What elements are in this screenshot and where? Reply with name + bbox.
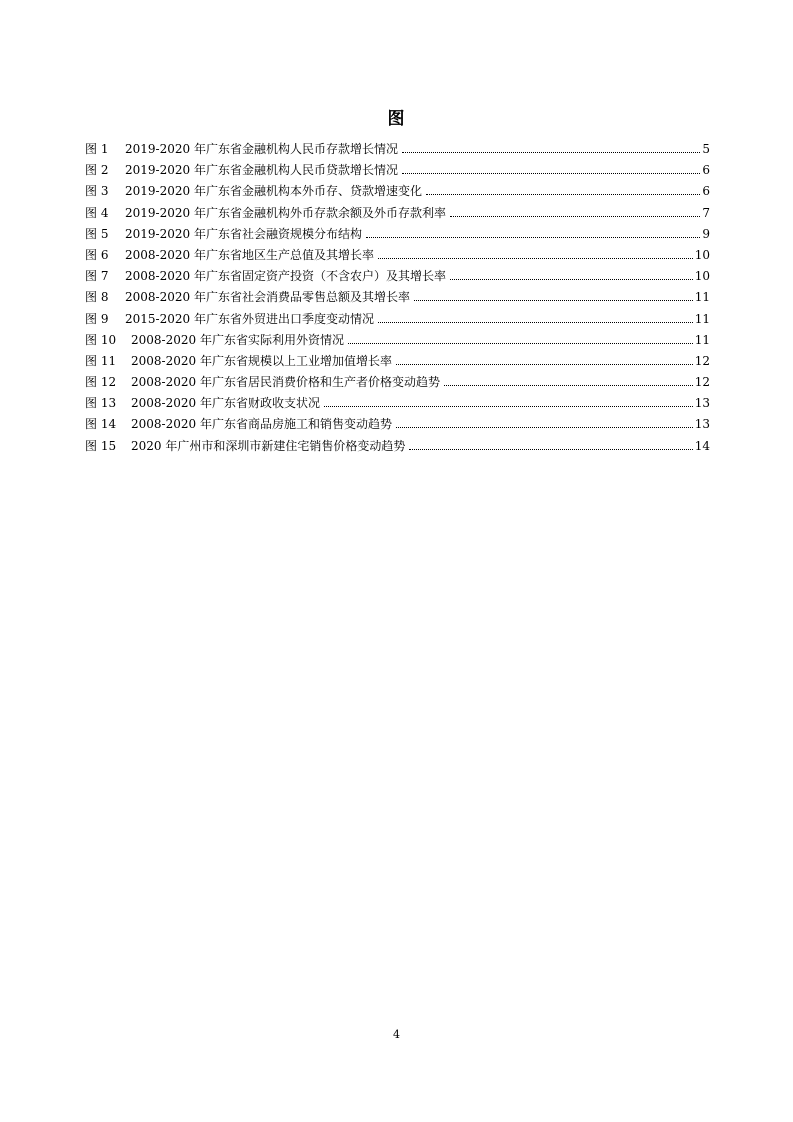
dot-leader (402, 173, 700, 174)
figure-caption: 2008-2020 年广东省地区生产总值及其增长率 (125, 247, 374, 262)
figure-label: 图 12 (85, 375, 117, 390)
dot-leader (450, 216, 700, 217)
toc-entry[interactable] (85, 182, 710, 203)
figure-page-number: 6 (702, 184, 710, 199)
figure-caption: 2019-2020 年广东省金融机构本外币存、贷款增速变化 (125, 184, 422, 199)
toc-entry[interactable] (85, 267, 710, 288)
figure-caption: 2008-2020 年广东省商品房施工和销售变动趋势 (131, 417, 392, 432)
figure-page-number: 13 (694, 417, 710, 432)
figure-caption: 2019-2020 年广东省社会融资规模分布结构 (125, 226, 362, 241)
figure-label: 图 3 (85, 184, 109, 199)
dot-leader (414, 300, 693, 301)
figure-label: 图 11 (85, 353, 117, 368)
toc-entry[interactable] (85, 161, 710, 182)
dot-leader (366, 237, 700, 238)
figure-page-number: 6 (702, 163, 710, 178)
dot-leader (444, 385, 693, 386)
figure-caption: 2008-2020 年广东省居民消费价格和生产者价格变动趋势 (131, 375, 440, 390)
toc-entry[interactable] (85, 140, 710, 161)
figure-caption: 2008-2020 年广东省实际利用外资情况 (131, 332, 344, 347)
toc-entry[interactable] (85, 394, 710, 415)
dot-leader (378, 258, 693, 259)
dot-leader (378, 322, 693, 323)
figure-label: 图 6 (85, 247, 109, 262)
figure-caption: 2019-2020 年广东省金融机构人民币贷款增长情况 (125, 163, 398, 178)
figure-label: 图 4 (85, 205, 109, 220)
toc-entry[interactable] (85, 204, 710, 225)
figure-label: 图 13 (85, 396, 117, 411)
figure-list (85, 140, 710, 458)
figure-page-number: 10 (694, 269, 710, 284)
toc-title: 图 (387, 109, 406, 129)
figure-caption: 2020 年广州市和深圳市新建住宅销售价格变动趋势 (131, 438, 406, 453)
dot-leader (396, 364, 693, 365)
dot-leader (409, 449, 692, 450)
toc-entry[interactable] (85, 373, 710, 394)
figure-caption: 2019-2020 年广东省金融机构外币存款余额及外币存款利率 (125, 205, 446, 220)
figure-label: 图 5 (85, 226, 109, 241)
toc-entry[interactable] (85, 288, 710, 309)
figure-page-number: 9 (702, 226, 710, 241)
figure-page-number: 7 (702, 205, 710, 220)
figure-page-number: 11 (694, 311, 710, 326)
figure-page-number: 13 (694, 396, 710, 411)
figure-page-number: 12 (694, 353, 710, 368)
figure-page-number: 11 (694, 332, 710, 347)
figure-label: 图 7 (85, 269, 109, 284)
figure-page-number: 12 (694, 375, 710, 390)
figure-page-number: 14 (694, 438, 710, 453)
dot-leader (324, 406, 693, 407)
toc-entry[interactable] (85, 310, 710, 331)
figure-page-number: 11 (694, 290, 710, 305)
dot-leader (426, 194, 700, 195)
figure-caption: 2008-2020 年广东省社会消费品零售总额及其增长率 (125, 290, 410, 305)
figure-label: 图 15 (85, 438, 117, 453)
toc-entry[interactable] (85, 415, 710, 436)
toc-entry[interactable] (85, 352, 710, 373)
figure-label: 图 2 (85, 163, 109, 178)
toc-entry[interactable] (85, 225, 710, 246)
figure-page-number: 10 (694, 247, 710, 262)
figure-caption: 2008-2020 年广东省固定资产投资（不含农户）及其增长率 (125, 269, 446, 284)
figure-label: 图 8 (85, 290, 109, 305)
figure-label: 图 1 (85, 142, 109, 156)
figure-page-number: 5 (702, 142, 710, 156)
dot-leader (348, 343, 693, 344)
dot-leader (396, 427, 693, 428)
figure-label: 图 14 (85, 417, 117, 432)
toc-entry[interactable] (85, 246, 710, 267)
toc-entry[interactable] (85, 437, 710, 458)
figure-caption: 2008-2020 年广东省规模以上工业增加值增长率 (131, 353, 392, 368)
toc-entry[interactable] (85, 331, 710, 352)
figure-label: 图 9 (85, 311, 109, 326)
figure-label: 图 10 (85, 332, 117, 347)
figure-caption: 2019-2020 年广东省金融机构人民币存款增长情况 (125, 142, 398, 156)
dot-leader (402, 152, 700, 153)
footer-page-number: 4 (393, 1028, 400, 1041)
dot-leader (450, 279, 693, 280)
figure-caption: 2008-2020 年广东省财政收支状况 (131, 396, 320, 411)
figure-caption: 2015-2020 年广东省外贸进出口季度变动情况 (125, 311, 374, 326)
